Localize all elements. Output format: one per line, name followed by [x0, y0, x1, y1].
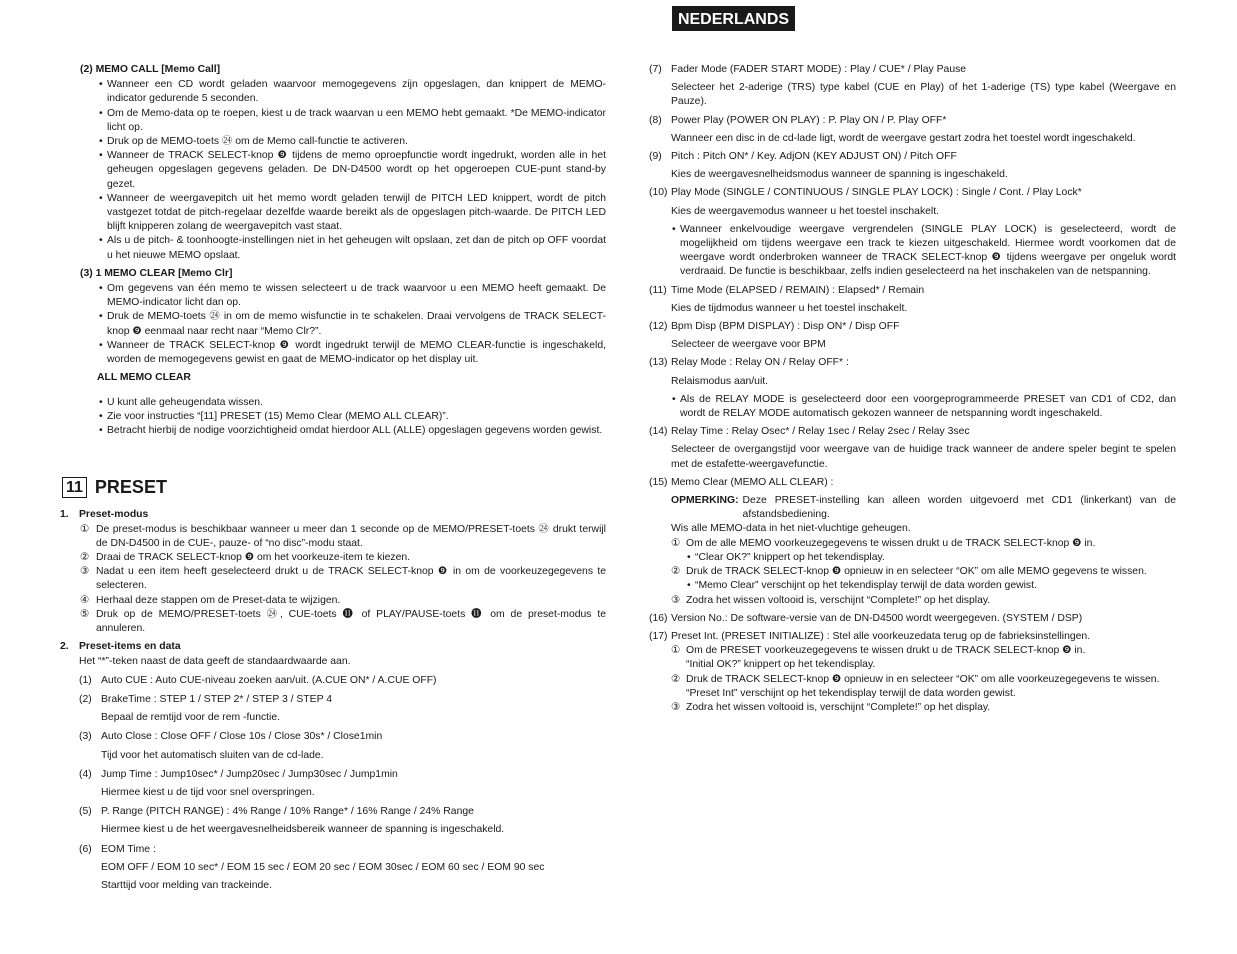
step-text: Draai de TRACK SELECT-knop ❾ om het voorkeuze-item te kiezen. — [96, 552, 411, 564]
preset-item-number: (5) — [79, 806, 92, 818]
memo-clear-list — [60, 282, 606, 367]
preset-item-label — [649, 320, 1176, 334]
preset-item — [649, 284, 1176, 316]
step-item — [60, 608, 606, 636]
preset-item — [649, 150, 1176, 182]
preset-mode-heading: 1. Preset-modus — [60, 509, 149, 521]
preset-item-number: (10) — [649, 187, 668, 199]
bullet-item: • Om de Memo-data op te roepen, kiest u de track waarvan u een MEMO hebt gemaakt. *De MEMO-indicator licht op. — [60, 107, 606, 135]
section-number: 11 — [62, 477, 87, 498]
preset-item-label — [60, 805, 606, 819]
preset-item-text: Relay Time : Relay Osec* / Relay 1sec / Relay 2sec / Relay 3sec — [671, 426, 970, 438]
preset-item-desc: EOM OFF / EOM 10 sec* / EOM 15 sec / EOM 20 sec / EOM 30sec / EOM 60 sec / EOM 90 sec — [101, 861, 545, 873]
preset-item-label — [649, 186, 1176, 200]
bullet-item: • Druk de MEMO-toets ㉔ in om de memo wisfunctie in te schakelen. Draai vervolgens de TRACK SELECT-knop ❾ eenmaal naar recht naar “Memo Clr?”. — [60, 310, 606, 338]
preset-item-desc: Selecteer het 2-aderige (TRS) type kabel (CUE en Play) of het 1-aderige (TS) type kabel (Weergave en Pauze). — [671, 82, 1176, 108]
section-heading: PRESET — [94, 477, 167, 498]
step-number: ⑤ — [80, 608, 90, 620]
preset-item-text: Bpm Disp (BPM DISPLAY) : Disp ON* / Disp OFF — [671, 321, 900, 333]
preset-item-number: (2) — [79, 693, 92, 705]
right-column — [649, 63, 1176, 719]
preset-item-label — [649, 150, 1176, 164]
preset-item-label — [60, 843, 606, 857]
note: OPMERKING: Deze PRESET-instelling kan alleen worden uitgevoerd met CD1 (linkerkant) van de afstandsbediening. — [671, 495, 1176, 521]
preset-item-number: (6) — [79, 843, 92, 855]
preset-item — [649, 63, 1176, 110]
preset-item-label — [649, 63, 1176, 77]
preset-item-text: EOM Time : — [101, 843, 156, 855]
preset-item-text: Auto Close : Close OFF / Close 10s / Close 30s* / Close1min — [101, 731, 383, 743]
step-text: De preset-modus is beschikbaar wanneer u meer dan 1 seconde op de MEMO/PRESET-toets ㉔ drukt terwijl de DN-D4500 in de CUE-, pauze- of “no disc”-modu staat. — [96, 523, 606, 549]
preset-item — [649, 186, 1176, 279]
bullet-item: • Zie voor instructies “[11] PRESET (15) Memo Clear (MEMO ALL CLEAR)”. — [60, 410, 606, 424]
preset-item — [60, 693, 606, 725]
section-title — [62, 476, 606, 498]
preset-item — [60, 843, 606, 894]
preset-item-number: (4) — [79, 768, 92, 780]
preset-item-text: Power Play (POWER ON PLAY) : P. Play ON / P. Play OFF* — [671, 114, 947, 126]
bullet-item: • Als u de pitch- & toonhoogte-instellingen niet in het geheugen wilt opslaan, zet dan de pitch op OFF voordat u het nieuwe MEMO opslaat. — [60, 234, 606, 262]
preset-item-desc: Kies de weergavemodus wanneer u het toestel inschakelt. — [671, 205, 940, 217]
preset-item-label — [60, 730, 606, 744]
step-number: ③ — [80, 566, 90, 578]
all-memo-clear-heading: ALL MEMO CLEAR — [97, 372, 191, 384]
preset-item-label — [649, 356, 1176, 370]
step-item — [60, 551, 606, 565]
bullet-item: • Betracht hierbij de nodige voorzichtigheid omdat hierdoor ALL (ALLE) opgeslagen gegevens worden gewist. — [60, 424, 606, 438]
preset-item-label — [60, 768, 606, 782]
memo-call-heading: (2) MEMO CALL [Memo Call] — [80, 64, 221, 75]
preset-item-desc: Tijd voor het automatisch sluiten van de cd-lade. — [101, 749, 324, 761]
step-item — [60, 523, 606, 551]
preset-item-label — [649, 284, 1176, 298]
bullet-item: • Wanneer een CD wordt geladen waarvoor memogegevens zijn opgeslagen, dan knippert de MEMO-indicator gedurende 5 seconden. — [60, 78, 606, 106]
preset-items-note: Het “*”-teken naast de data geeft de standaardwaarde aan. — [79, 655, 351, 667]
step-number: ② — [80, 552, 90, 564]
preset-item-desc: Hiermee kiest u de tijd voor snel overspringen. — [101, 786, 315, 798]
preset-item-label — [60, 693, 606, 707]
step-text: Nadat u een item heeft geselecteerd drukt u de TRACK SELECT-knop ❾ in om de voorkeuzegegevens te selecteren. — [96, 566, 606, 592]
preset-item-desc: Bepaal de remtijd voor de rem -functie. — [101, 712, 281, 724]
bullet-item: • Om gegevens van één memo te wissen selecteert u de track waarvoor u een MEMO heeft gemaakt. De MEMO-indicator licht dan op. — [60, 282, 606, 310]
preset-item-number: (11) — [649, 284, 667, 296]
preset-item-label — [649, 425, 1176, 439]
language-header: NEDERLANDS — [672, 6, 795, 31]
preset-item-number: (7) — [649, 64, 662, 75]
preset-item-number: (12) — [649, 321, 668, 333]
memo-clear-heading: (3) 1 MEMO CLEAR [Memo Clr] — [80, 267, 233, 279]
preset-item-text: Pitch : Pitch ON* / Key. AdjON (KEY ADJUST ON) / Pitch OFF — [671, 151, 957, 163]
left-column — [60, 63, 606, 893]
bullet-item: • U kunt alle geheugendata wissen. — [60, 396, 606, 410]
step-item — [60, 565, 606, 593]
preset-item-text: Time Mode (ELAPSED / REMAIN) : Elapsed* / Remain — [671, 284, 925, 296]
preset-item — [649, 320, 1176, 352]
preset-item-label — [60, 674, 606, 688]
all-memo-clear-list — [60, 396, 606, 439]
bullet-item: • Wanneer de weergavepitch uit het memo wordt geladen terwijl de PITCH LED knippert, wordt de pitch vastgezet totdat de pitch-regelaar dezelfde waarde bereikt als de opgeslagen pitch-waarde. De PITCH LED blijft knipperen zolang de weergavepitch vast staat. — [60, 192, 606, 235]
preset-item — [649, 356, 1176, 421]
preset-item-desc: Selecteer de weergave voor BPM — [671, 339, 826, 351]
preset-item-desc: Starttijd voor melding van trackeinde. — [101, 879, 272, 891]
preset-items-list — [60, 674, 606, 893]
preset-item-number: (1) — [79, 674, 92, 686]
preset-item-text: Relay Mode : Relay ON / Relay OFF* : — [671, 357, 849, 369]
step-item — [60, 594, 606, 608]
preset-item-desc: Selecteer de overgangstijd voor weergave van de huidige track wanneer de andere speler begint te spelen met de estafette-weergavefunctie. — [671, 444, 1176, 470]
preset-item-number: (13) — [649, 357, 668, 369]
step-text: Herhaal deze stappen om de Preset-data te wijzigen. — [96, 594, 341, 606]
preset-item-number: (8) — [649, 114, 662, 126]
preset-item-text: P. Range (PITCH RANGE) : 4% Range / 10% Range* / 16% Range / 24% Range — [101, 806, 474, 818]
preset-item-text: Auto CUE : Auto CUE-niveau zoeken aan/uit. (A.CUE ON* / A.CUE OFF) — [101, 674, 437, 686]
bullet-item: • Als de RELAY MODE is geselecteerd door een voorgeprogrammeerde PRESET van CD1 of CD2, dan wordt de RELAY MODE automatisch gekozen wanneer de netspanning wordt ingeschakeld. — [649, 393, 1176, 421]
preset-item-number: (3) — [79, 731, 92, 743]
preset-item — [649, 425, 1176, 472]
right-items-list — [649, 63, 1176, 472]
preset-item-text: Play Mode (SINGLE / CONTINUOUS / SINGLE PLAY LOCK) : Single / Cont. / Play Lock* — [671, 187, 1082, 199]
preset-item-desc: Relaismodus aan/uit. — [671, 375, 769, 387]
memo-clear-item: (15) Memo Clear (MEMO ALL CLEAR) : OPMERKING: Deze PRESET-instelling kan alleen worden uitgevoerd met CD1 (linkerkant) van de afstandsbediening. Wis alle MEMO-data in het niet-vluchtige geheugen. ① Om de alle MEMO voorkeuzegegevens te wissen drukt u de TRACK SELECT-knop ❾ in. • “Clear OK?” knippert op het tekendisplay. ② Druk de TRACK SELECT-knop ❾ opnieuw in en selecteer “OK” om alle MEMO gegevens te wissen. • “Memo Clear” verschijnt op het tekendisplay terwijl de data worden gewist. ③ Zodra het wissen voltooid is, verschijnt “Complete!” op het display. — [649, 476, 1176, 608]
step-number: ① — [80, 523, 90, 535]
preset-item — [60, 674, 606, 688]
bullet-item: • Druk op de MEMO-toets ㉔ om de Memo call-functie te activeren. — [60, 135, 606, 149]
preset-item-text: Fader Mode (FADER START MODE) : Play / CUE* / Play Pause — [671, 64, 967, 75]
preset-item-number: (9) — [649, 151, 662, 163]
preset-item-desc: Hiermee kiest u de het weergavesnelheidsbereik wanneer de spanning is ingeschakeld. — [101, 824, 505, 836]
bullet-item: • Wanneer de TRACK SELECT-knop ❾ wordt ingedrukt terwijl de MEMO CLEAR-functie is ingeschakeld, worden de memogegevens gewist en gaat de MEMO-indicator op het display uit. — [60, 339, 606, 367]
bullet-item: • Wanneer de TRACK SELECT-knop ❾ tijdens de memo oproepfunctie wordt ingedrukt, worden alle in het geheugen opgeslagen gegevens geladen. De DN-D4500 wordt op het opgeroepen CUE-punt stand-by gezet. — [60, 149, 606, 192]
preset-items-heading: 2. Preset-items en data — [60, 641, 181, 653]
preset-item-text: BrakeTime : STEP 1 / STEP 2* / STEP 3 / STEP 4 — [101, 693, 332, 705]
preset-int-item: (17) Preset Int. (PRESET INITIALIZE) : Stel alle voorkeuzedata terug op de fabrieksinstellingen. ① Om de PRESET voorkeuzegegevens te wissen drukt u de TRACK SELECT-knop ❾ in. “Initial OK?” knippert op het tekendisplay. ② Druk de TRACK SELECT-knop ❾ opnieuw in en selecteer “OK” om alle voorkeuzegegevens te wissen. “Preset Int” verschijnt op het tekendisplay terwijl de data worden gewist. ③ Zodra het wissen voltooid is, verschijnt “Complete!” op het display. — [649, 630, 1160, 713]
preset-item-label — [649, 114, 1176, 128]
preset-mode-steps — [60, 523, 606, 637]
bullet-item: • Wanneer enkelvoudige weergave vergrendelen (SINGLE PLAY LOCK) is geselecteerd, wordt de mogelijkheid om tijdens weergave een track te kiezen uitgeschakeld. Hiermee wordt voorkomen dat de weergave wordt onderbroken wanneer de TRACK SELECT-knop ❾ tijdens weergave per ongeluk wordt verdraaid. De functie is beschikbaar, zelfs indien geselecteerd na het inschakelen van de netspanning. — [649, 223, 1176, 280]
preset-item-text: Jump Time : Jump10sec* / Jump20sec / Jump30sec / Jump1min — [101, 768, 398, 780]
preset-item — [60, 730, 606, 762]
step-text: Druk op de MEMO/PRESET-toets ㉔, CUE-toets ⓫ of PLAY/PAUSE-toets ⓫ om de preset-modus te annuleren. — [96, 608, 606, 635]
preset-item — [649, 114, 1176, 146]
preset-item-number: (14) — [649, 426, 668, 438]
preset-item-desc: Kies de tijdmodus wanneer u het toestel inschakelt. — [671, 302, 908, 314]
version-item: (16) Version No.: De software-versie van de DN-D4500 wordt weergegeven. (SYSTEM / DSP) — [649, 612, 1083, 624]
preset-item-desc: Wanneer een disc in de cd-lade ligt, wordt de weergave gestart zodra het toestel wordt ingeschakeld. — [671, 132, 1136, 144]
preset-item — [60, 805, 606, 837]
preset-item — [60, 768, 606, 800]
step-number: ④ — [80, 594, 90, 606]
preset-item-desc: Kies de weergavesnelheidsmodus wanneer de spanning is ingeschakeld. — [671, 169, 1008, 181]
memo-call-list — [60, 78, 606, 263]
